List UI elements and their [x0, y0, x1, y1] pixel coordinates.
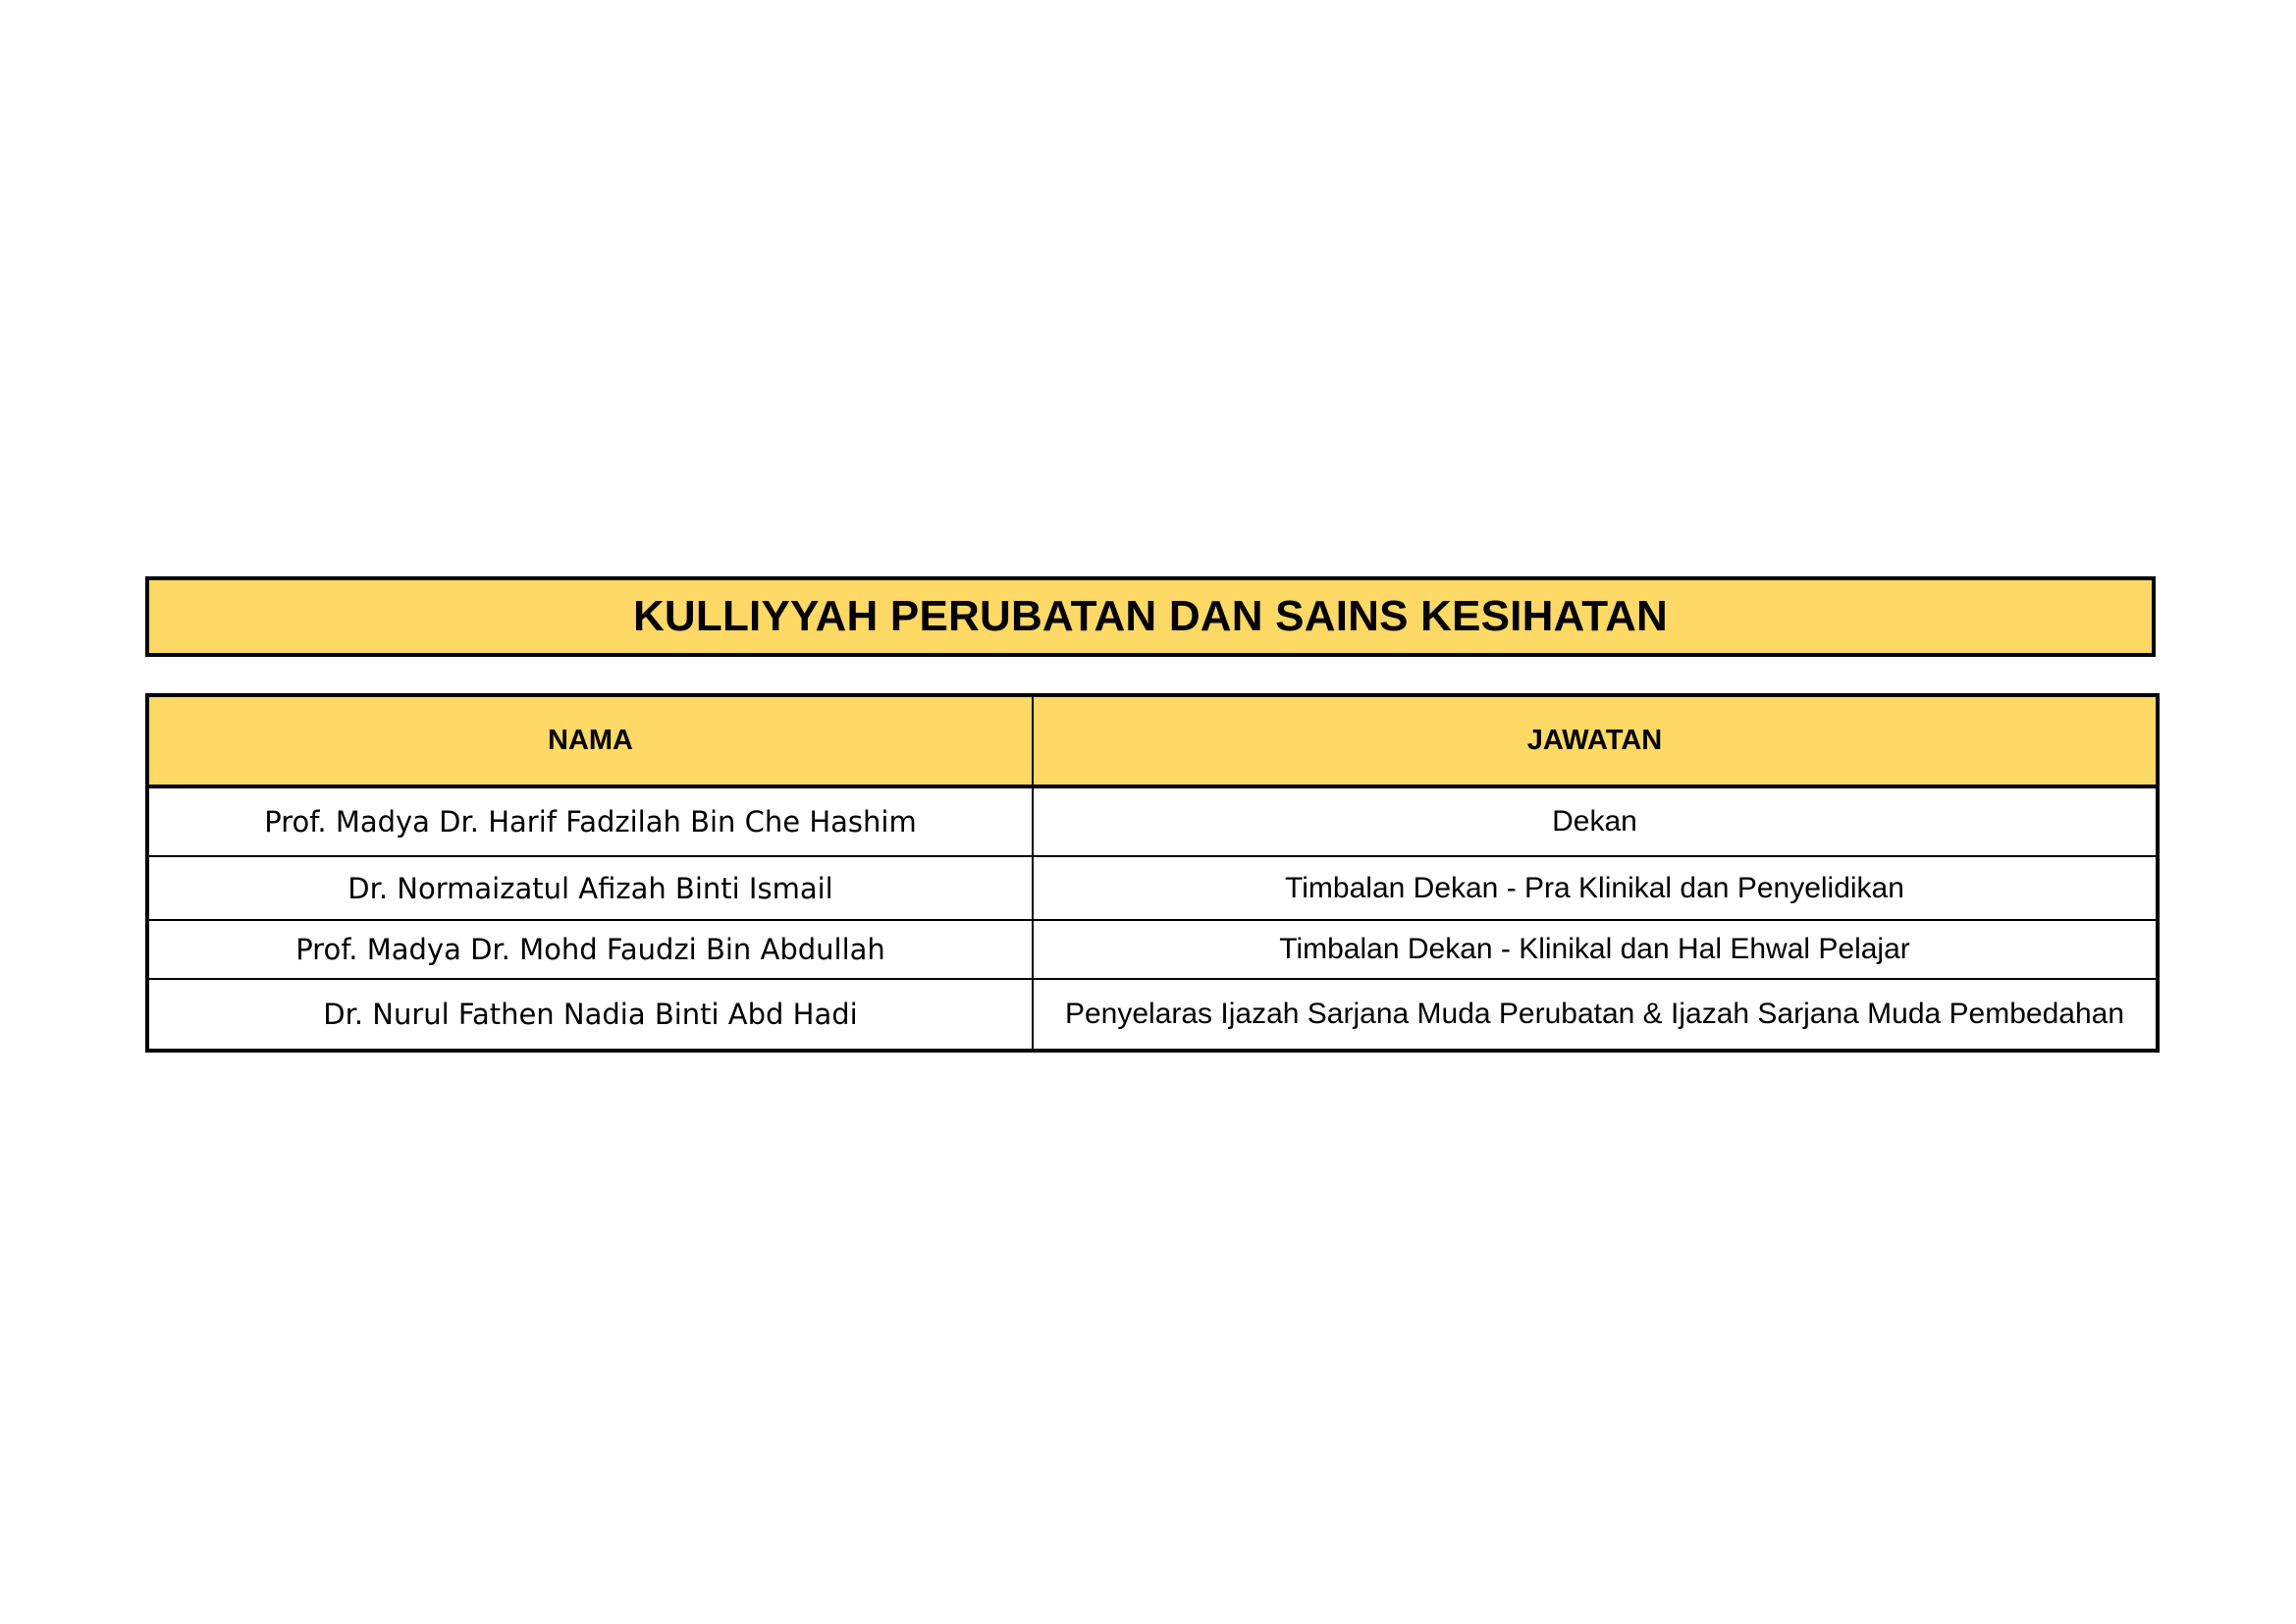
cell-jawatan: Timbalan Dekan - Pra Klinikal dan Penyelidikan: [1033, 856, 2158, 920]
cell-nama: Prof. Madya Dr. Mohd Faudzi Bin Abdullah: [147, 920, 1033, 979]
table-row: [147, 786, 2158, 856]
cell-nama: Dr. Normaizatul Afizah Binti Ismail: [147, 856, 1033, 920]
column-header-nama: NAMA: [147, 695, 1033, 786]
cell-nama: Dr. Nurul Fathen Nadia Binti Abd Hadi: [147, 979, 1033, 1051]
cell-jawatan: Penyelaras Ijazah Sarjana Muda Perubatan & Ijazah Sarjana Muda Pembedahan: [1064, 998, 2125, 1030]
table-header-row: [147, 695, 2158, 786]
title-banner: [145, 576, 2156, 657]
table-row: [147, 979, 2158, 1051]
table-row: [147, 856, 2158, 920]
cell-jawatan: Dekan: [1033, 786, 2158, 856]
cell-nama: Prof. Madya Dr. Harif Fadzilah Bin Che Hashim: [147, 786, 1033, 856]
table-row: [147, 920, 2158, 979]
cell-jawatan: Timbalan Dekan - Klinikal dan Hal Ehwal Pelajar: [1033, 920, 2158, 979]
page-title: KULLIYYAH PERUBATAN DAN SAINS KESIHATAN: [632, 592, 1669, 640]
staff-table: [145, 693, 2160, 1053]
column-header-jawatan: JAWATAN: [1033, 695, 2158, 786]
